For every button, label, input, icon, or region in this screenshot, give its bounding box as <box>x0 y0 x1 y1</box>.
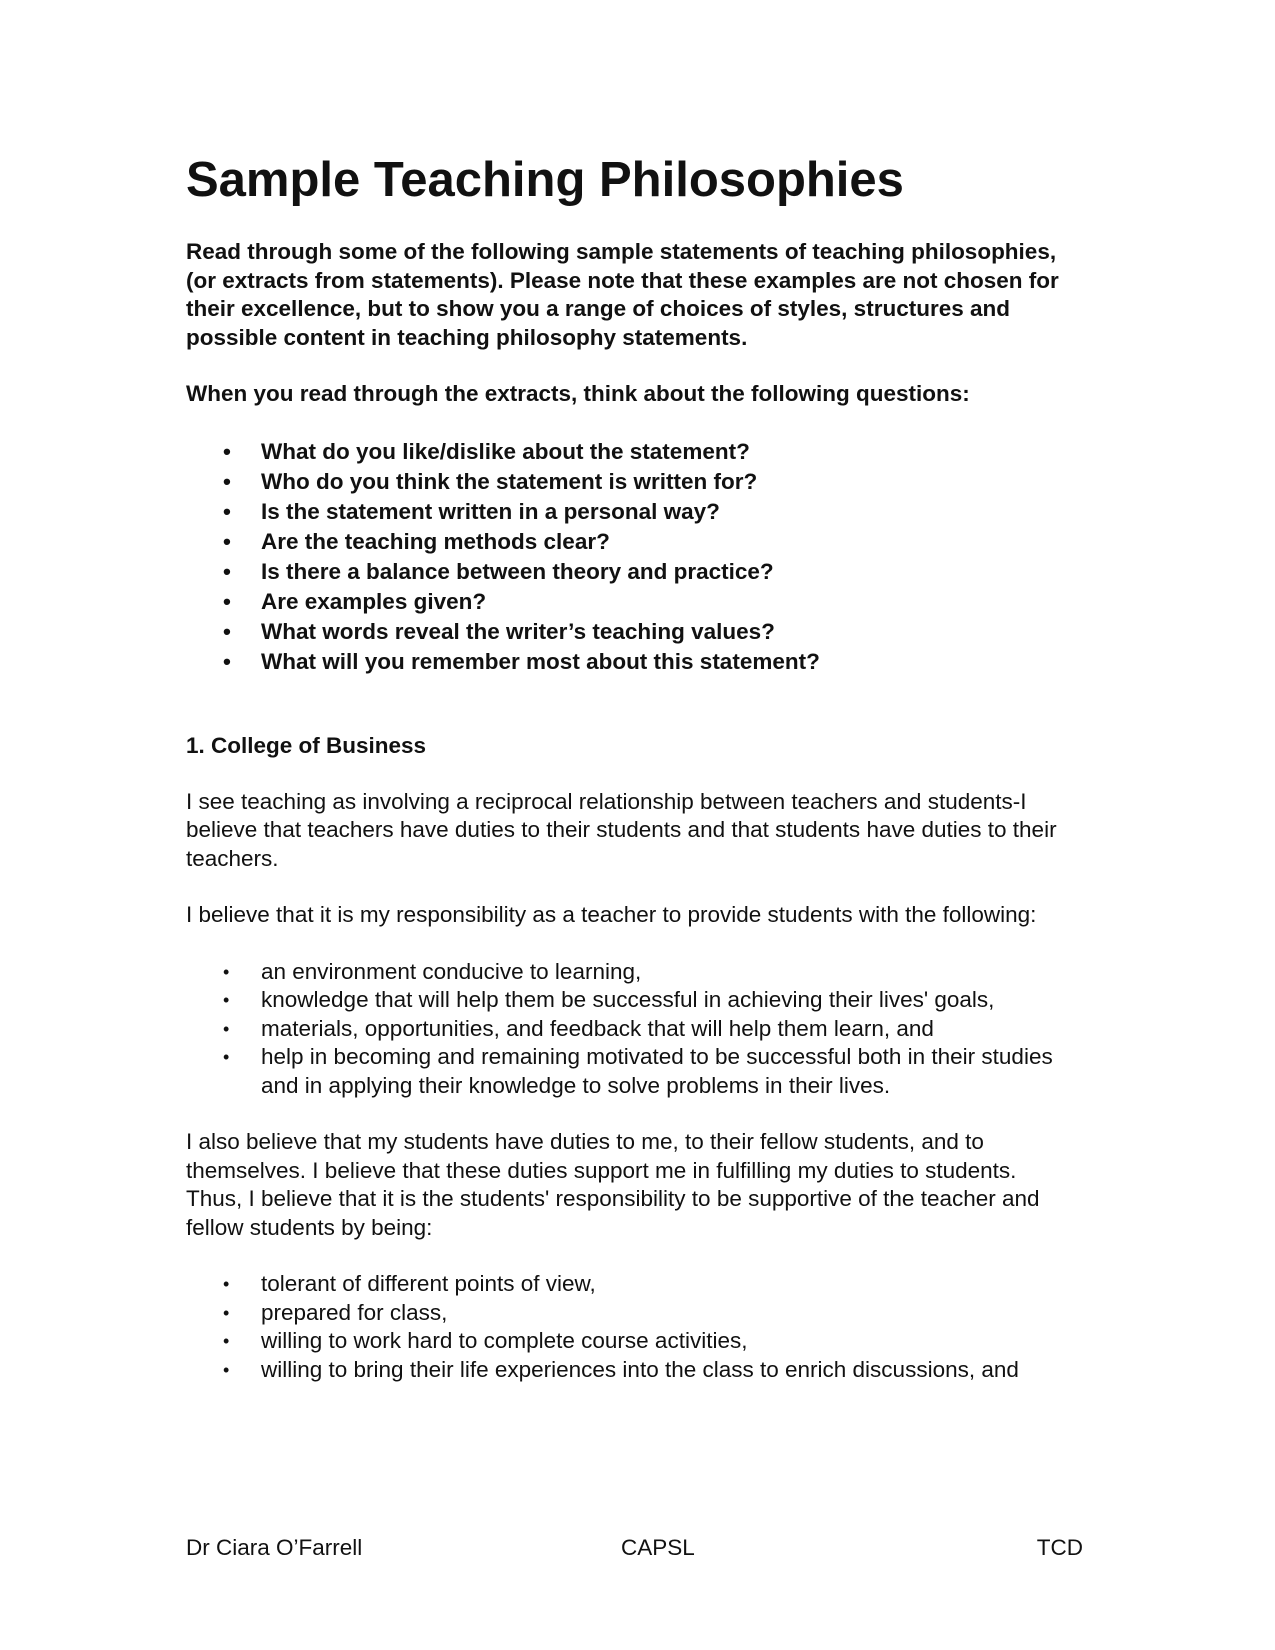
questions-list <box>186 437 1086 677</box>
list-item <box>186 1270 1086 1299</box>
question-item <box>186 617 1086 647</box>
question-item <box>186 527 1086 557</box>
list-item-text: materials, opportunities, and feedback that will help them learn, and <box>261 1015 934 1041</box>
question-text: Are the teaching methods clear? <box>261 528 610 554</box>
question-item <box>186 587 1086 617</box>
teacher-duties-list <box>186 958 1086 1101</box>
question-text: What do you like/dislike about the statement? <box>261 438 750 464</box>
list-item <box>186 1299 1086 1328</box>
question-item <box>186 497 1086 527</box>
section-heading: 1. College of Business <box>186 732 427 758</box>
body-paragraph: I believe that it is my responsibility as a teacher to provide students with the following: <box>186 902 1037 927</box>
document-page <box>186 150 1086 1384</box>
list-item <box>186 986 1086 1015</box>
bullet-icon: • <box>223 498 231 524</box>
question-item <box>186 437 1086 467</box>
bullet-icon: • <box>223 648 231 674</box>
page-footer <box>186 1533 1083 1563</box>
bullet-icon: • <box>223 961 230 982</box>
list-item-text: willing to work hard to complete course activities, <box>261 1328 748 1353</box>
question-text: Who do you think the statement is written for? <box>261 468 758 494</box>
bullet-icon: • <box>223 528 231 554</box>
question-item <box>186 557 1086 587</box>
question-text: Is there a balance between theory and practice? <box>261 558 774 584</box>
bullet-icon: • <box>223 588 231 614</box>
body-paragraph: I also believe that my students have duties to me, to their fellow students, and to themselves. I believe that these duties support me in fulfilling my duties to students. Thus, I believe that it is the students' responsibility to be supportive of the teacher and fellow students by being: <box>186 1129 1040 1240</box>
list-item-text: an environment conducive to learning, <box>261 958 642 984</box>
bullet-icon: • <box>223 558 231 584</box>
bullet-icon: • <box>223 618 231 644</box>
bullet-icon: • <box>223 1359 230 1380</box>
list-item-text: knowledge that will help them be successful in achieving their lives' goals, <box>261 987 995 1012</box>
question-text: Is the statement written in a personal way? <box>261 498 720 524</box>
bullet-icon: • <box>223 468 231 494</box>
footer-author: Dr Ciara O’Farrell <box>186 1535 363 1560</box>
bullet-icon: • <box>223 1047 230 1067</box>
list-item <box>186 1327 1086 1356</box>
bullet-icon: • <box>223 1274 230 1294</box>
question-text: What words reveal the writer’s teaching values? <box>261 618 775 644</box>
question-text: Are examples given? <box>261 588 487 614</box>
intro-paragraph: Read through some of the following sample statements of teaching philosophies, (or extracts from statements). Please note that these examples are not chosen for their excellence, but to show you a range of choices of styles, structures and possible content in teaching philosophy statements. <box>186 239 1059 350</box>
body-paragraph: I see teaching as involving a reciprocal relationship between teachers and students-I believe that teachers have duties to their students and that students have duties to their teachers. <box>186 788 1057 871</box>
list-item-text: willing to bring their life experiences into the class to enrich discussions, and <box>261 1356 1019 1382</box>
list-item <box>186 1043 1086 1100</box>
footer-right: TCD <box>1036 1535 1083 1560</box>
student-duties-list <box>186 1270 1086 1384</box>
list-item <box>186 1356 1086 1385</box>
document-title: Sample Teaching Philosophies <box>186 153 904 207</box>
list-item <box>186 958 1086 987</box>
question-text: What will you remember most about this statement? <box>261 648 820 674</box>
bullet-icon: • <box>223 1302 230 1323</box>
list-item <box>186 1015 1086 1044</box>
bullet-icon: • <box>223 990 230 1010</box>
bullet-icon: • <box>223 1018 230 1039</box>
questions-prompt: When you read through the extracts, think about the following questions: <box>186 381 970 406</box>
list-item-text: help in becoming and remaining motivated to be successful both in their studies and in applying their knowledge to solve problems in their lives. <box>261 1044 1053 1098</box>
question-item <box>186 467 1086 497</box>
list-item-text: prepared for class, <box>261 1299 448 1325</box>
list-item-text: tolerant of different points of view, <box>261 1271 596 1296</box>
footer-center: CAPSL <box>621 1535 695 1560</box>
bullet-icon: • <box>223 438 231 464</box>
question-item <box>186 647 1086 677</box>
bullet-icon: • <box>223 1331 230 1351</box>
